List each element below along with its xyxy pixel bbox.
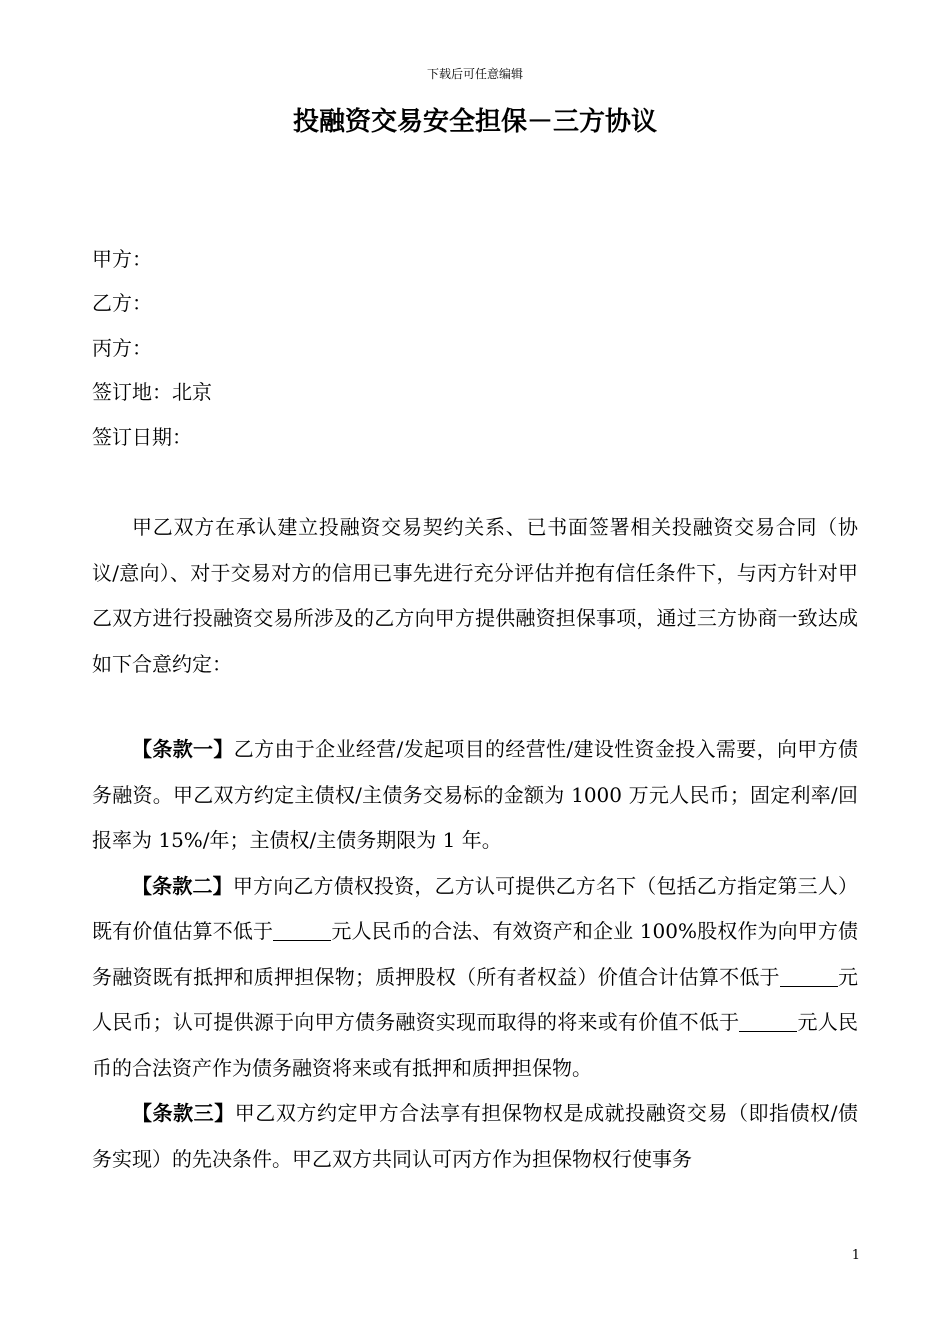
party-a-line: 甲方： [92, 247, 152, 271]
clause-1-text: 乙方由于企业经营/发起项目的经营性/建设性资金投入需要，向甲方债务融资。甲乙双方约定主债权/主债务交易标的金额为 1000 万元人民币；固定利率/回报率为 15%/年；主债权/主债务期限为 1 年。 [92, 737, 859, 852]
preamble-paragraph: 甲乙双方在承认建立投融资交易契约关系、已书面签署相关投融资交易合同（协议/意向）、对于交易对方的信用已事先进行充分评估并抱有信任条件下，与丙方针对甲乙双方进行投融资交易所涉及的乙方向甲方提供融资担保事项，通过三方协商一致达成如下合意约定： [92, 515, 858, 676]
clause-2-label: 【条款二】 [132, 873, 233, 898]
clause-2-text-part1: 甲方向乙方债权投资，乙方认可提供乙方名下（包括乙方指定第三人）既有价值估算不低于 [92, 873, 859, 943]
page-header: 下载后可任意编辑 [426, 67, 523, 81]
clause-2-text-part4: 元人民币的合法资产作为债务融资将来或有抵押和质押担保物。 [92, 1010, 859, 1080]
clause-3-label: 【条款三】 [132, 1101, 235, 1125]
clause-1-label: 【条款一】 [132, 737, 234, 761]
clause-2-text-part2: 元人民币的合法、有效资产和企业 100%股权作为向甲方债务融资既有抵押和质押担保物；质押股权（所有者权益）价值合计估算不低于 [92, 919, 858, 989]
page-number: 1 [851, 1248, 860, 1263]
clause-2-paragraph [92, 864, 858, 1092]
preamble-section [92, 505, 858, 687]
blank-asset-value [273, 920, 331, 941]
signing-place-line: 签订地：北京 [92, 380, 212, 404]
clause-2-text-part3: 元人民币；认可提供源于向甲方债务融资实现而取得的将来或有价值不低于 [92, 964, 859, 1034]
clause-3-paragraph [92, 1091, 858, 1182]
blank-future-value [739, 1011, 797, 1032]
blank-equity-value [780, 966, 838, 987]
party-c-line: 丙方： [92, 336, 152, 360]
signing-date-line: 签订日期： [92, 425, 192, 449]
clause-3-text: 甲乙双方约定甲方合法享有担保物权是成就投融资交易（即指债权/债务实现）的先决条件。甲乙双方共同认可丙方作为担保物权行使事务 [92, 1101, 858, 1171]
clause-1-paragraph [92, 727, 858, 864]
document-title: 投融资交易安全担保－三方协议 [292, 107, 657, 137]
clauses-section [92, 727, 858, 1182]
party-b-line: 乙方： [92, 291, 152, 315]
